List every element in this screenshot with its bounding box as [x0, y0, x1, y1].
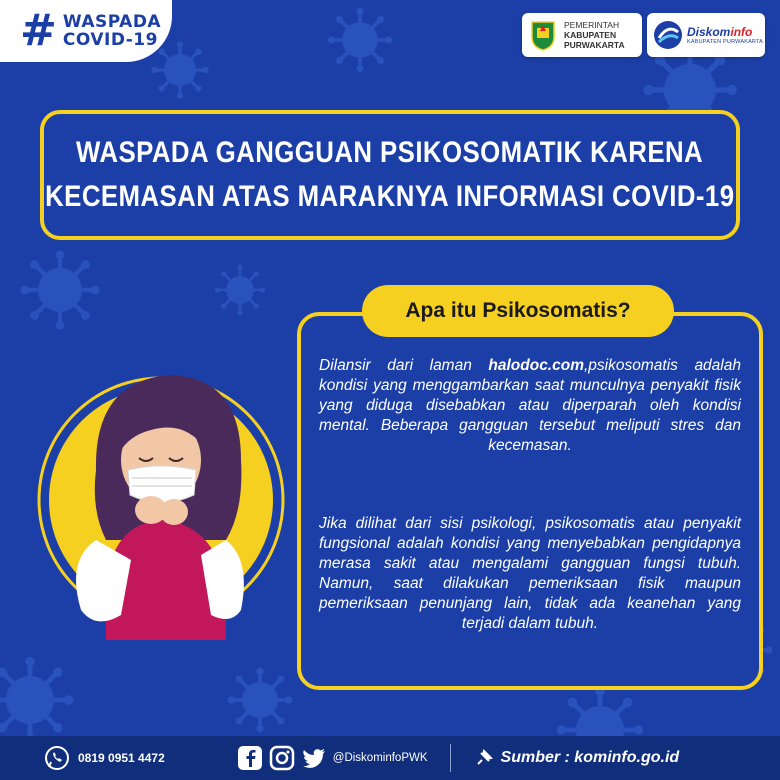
footer-bar [0, 736, 780, 780]
social-icons [237, 745, 327, 771]
diskominfo-name-accent: info [730, 24, 753, 39]
hashtag-symbol: # [20, 5, 57, 56]
pemkab-text [564, 20, 625, 50]
diskominfo-logo [647, 13, 765, 57]
title-line-1: WASPADA GANGGUAN PSIKOSOMATIK KARENA [76, 136, 704, 169]
info-box [297, 312, 763, 690]
heading-text: Apa itu Psikosomatis? [405, 299, 631, 322]
paragraph-2: Jika dilihat dari sisi psikologi, psikosomatis atau penyakit fungsional adalah kondisi yang menyebabkan pengidapnya merasa sakit atau mengalami gangguan fungsi tubuh. Namun, saat dilakukan pemeriksaan fisik maupun pemeriksaan penunjang lain, tidak ada keanehan yang terjadi dalam tubuh. [319, 515, 741, 632]
diskominfo-name-main: Diskom [687, 24, 731, 39]
instagram-icon[interactable] [269, 745, 295, 771]
title-box [40, 110, 740, 240]
social-handle: @DiskominfoPWK [332, 752, 428, 764]
badge-line-2: COVID-19 [62, 30, 158, 50]
source-text: Sumber : kominfo.go.id [500, 749, 680, 766]
woman-wearing-mask-illustration [36, 360, 296, 660]
diskominfo-text [687, 26, 763, 45]
pemkab-line-1: PEMERINTAH [564, 20, 620, 30]
pemkab-line-2: KABUPATEN [564, 30, 617, 40]
footer-divider [450, 744, 451, 772]
facebook-icon[interactable] [237, 745, 263, 771]
diskominfo-subtitle: KABUPATEN PURWAKARTA [687, 38, 764, 45]
badge-text [63, 13, 161, 49]
badge-line-1: WASPADA [62, 12, 162, 32]
halodoc-link-text: halodoc.com [488, 357, 584, 374]
paragraph-1-rest: ,psikosomatis adalah kondisi yang menggambarkan saat munculnya penyakit fisik yang diduga disebabkan atau diperparah oleh kondisi mental. Beberapa gangguan tersebut meliputi stres dan kecemasan. [319, 357, 741, 454]
diskominfo-swirl-icon [653, 20, 683, 50]
twitter-icon[interactable] [301, 745, 327, 771]
waspada-covid-badge [0, 0, 172, 62]
heading-pill [362, 285, 674, 337]
pemkab-line-3: PURWAKARTA [564, 40, 625, 50]
pin-icon [475, 749, 493, 767]
purwakarta-crest-icon [530, 19, 556, 51]
paragraph-1-prefix: Dilansir dari laman [319, 357, 489, 374]
whatsapp-icon [44, 745, 70, 771]
paragraph-1 [319, 356, 741, 456]
title-line-2: KECEMASAN ATAS MARAKNYA INFORMASI COVID-19 [45, 180, 735, 213]
pemkab-purwakarta-logo [522, 13, 642, 57]
diskominfo-name [687, 26, 763, 39]
phone-number: 0819 0951 4472 [78, 751, 165, 765]
